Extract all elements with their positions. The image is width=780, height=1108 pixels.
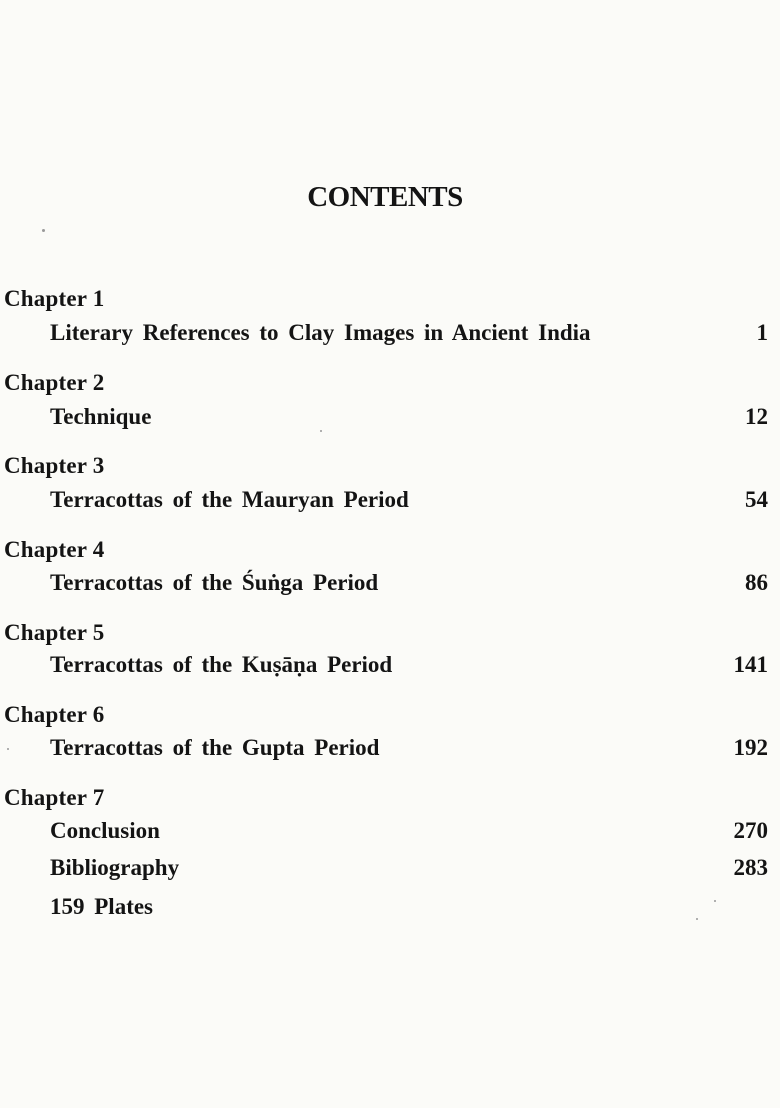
entry-page-number: 192 <box>733 735 768 760</box>
chapter-7-heading: Chapter 7 <box>4 785 105 810</box>
chapter-5-heading: Chapter 5 <box>4 620 105 645</box>
entry-title: Terracottas of the Mauryan Period <box>50 487 409 512</box>
scan-speck <box>320 430 322 432</box>
entry-page-number: 86 <box>745 570 768 595</box>
entry-title: Terracottas of the Śuṅga Period <box>50 570 379 595</box>
chapter-4-heading: Chapter 4 <box>4 537 105 562</box>
page-title: CONTENTS <box>307 181 463 213</box>
entry-title: Terracottas of the Kuṣāṇa Period <box>50 652 393 677</box>
entry-title: 159 Plates <box>50 894 154 919</box>
toc-entry-plates[interactable] <box>50 894 768 924</box>
entry-page-number: 270 <box>733 818 768 843</box>
toc-entry-bibliography[interactable] <box>50 855 768 885</box>
toc-entry-gupta-period[interactable] <box>50 735 768 765</box>
toc-entry-literary-references[interactable] <box>50 320 768 350</box>
toc-entry-sunga-period[interactable] <box>50 570 768 600</box>
chapter-2-heading: Chapter 2 <box>4 370 105 395</box>
entry-page-number: 141 <box>733 652 768 677</box>
toc-entry-technique[interactable] <box>50 404 768 434</box>
entry-title: Conclusion <box>50 818 160 843</box>
scan-speck <box>714 900 716 902</box>
entry-title: Literary References to Clay Images in Ancient India <box>50 320 591 345</box>
entry-title: Terracottas of the Gupta Period <box>50 735 380 760</box>
chapter-3-heading: Chapter 3 <box>4 453 105 478</box>
toc-entry-conclusion[interactable] <box>50 818 768 848</box>
scan-speck <box>7 748 9 750</box>
entry-page-number: 283 <box>733 855 768 880</box>
entry-title: Bibliography <box>50 855 180 880</box>
entry-page-number: 54 <box>745 487 768 512</box>
toc-entry-mauryan-period[interactable] <box>50 487 768 517</box>
scan-speck <box>42 229 45 232</box>
chapter-6-heading: Chapter 6 <box>4 702 105 727</box>
toc-entry-kusana-period[interactable] <box>50 652 768 682</box>
scan-speck <box>696 918 698 920</box>
entry-title: Technique <box>50 404 152 429</box>
entry-page-number: 12 <box>745 404 768 429</box>
entry-page-number: 1 <box>756 320 768 345</box>
chapter-1-heading: Chapter 1 <box>4 286 105 311</box>
